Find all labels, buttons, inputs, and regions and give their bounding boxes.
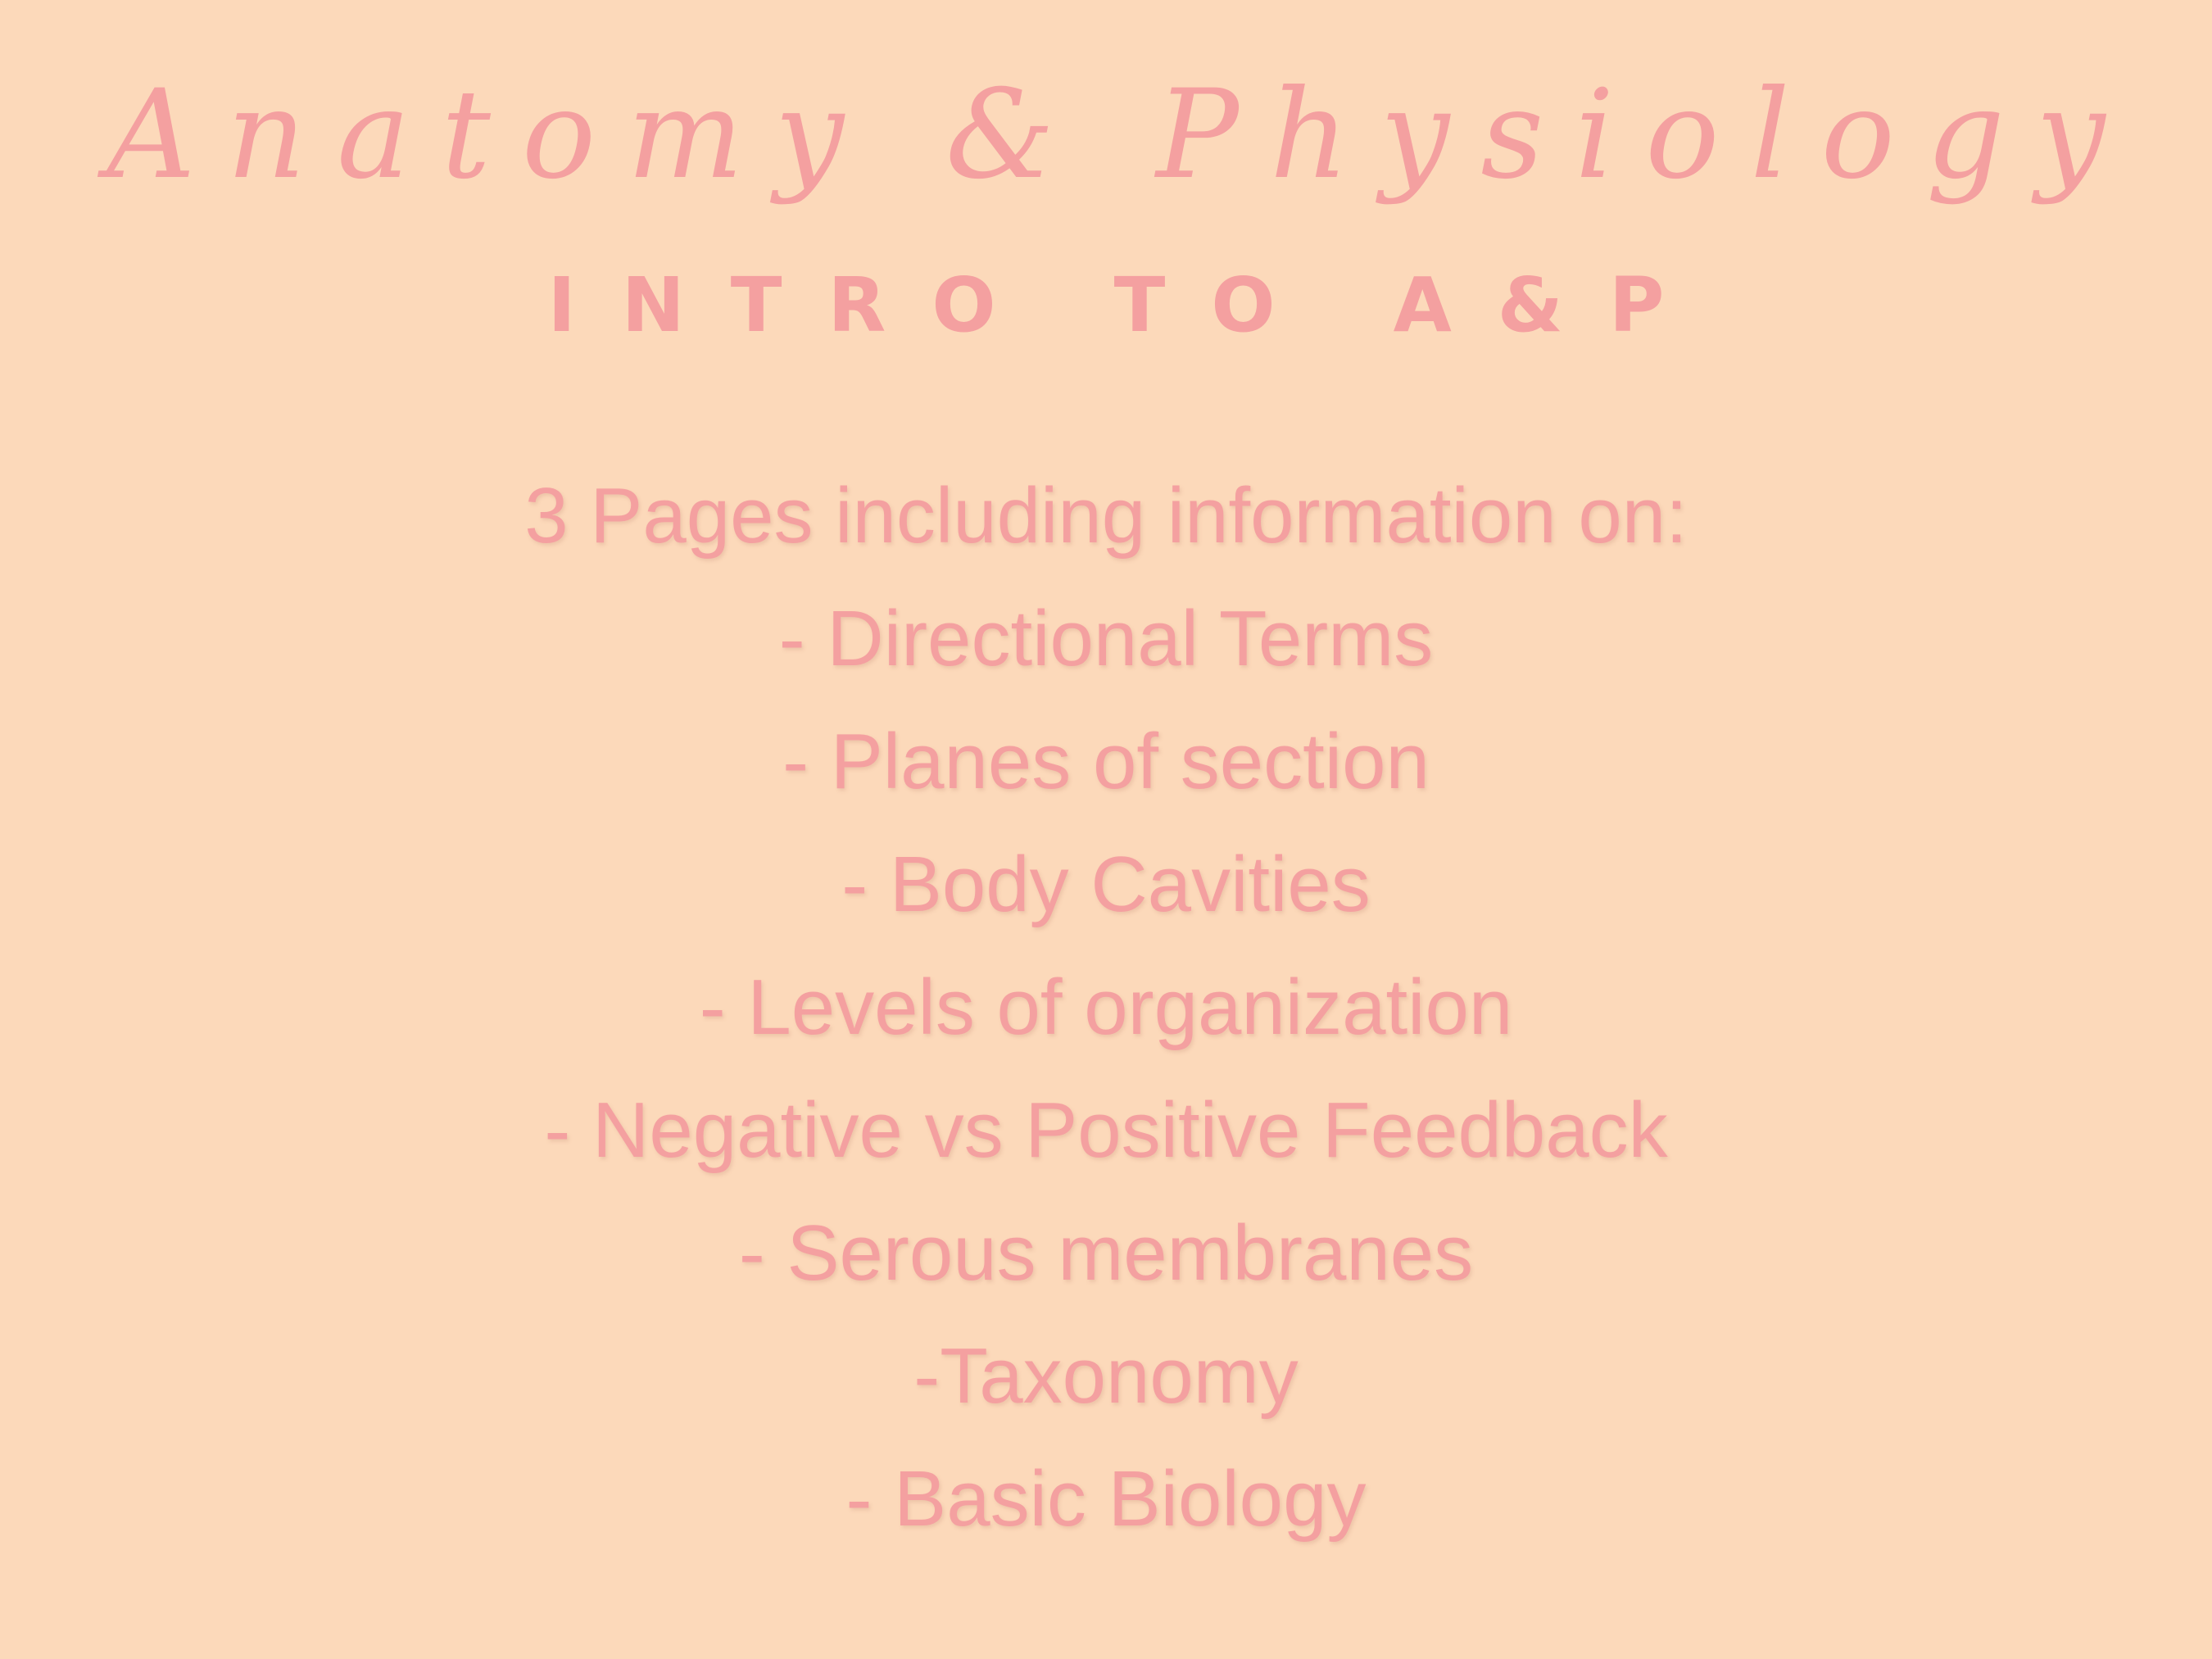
list-item: - Negative vs Positive Feedback (544, 1086, 1668, 1174)
list-item: - Body Cavities (841, 841, 1371, 928)
topics-list (0, 455, 2212, 1561)
page-subtitle: INTRO TO A&P (547, 261, 1711, 349)
list-item: - Planes of section (782, 718, 1430, 805)
list-item: - Basic Biology (845, 1455, 1367, 1543)
list-item: - Levels of organization (699, 963, 1513, 1051)
list-item: -Taxonomy (913, 1332, 1299, 1420)
list-item: - Serous membranes (738, 1209, 1474, 1297)
list-item: - Directional Terms (778, 595, 1434, 682)
page-title: Anatomy & Physiology (107, 64, 2137, 206)
intro-text: 3 Pages including information on: (524, 472, 1688, 560)
